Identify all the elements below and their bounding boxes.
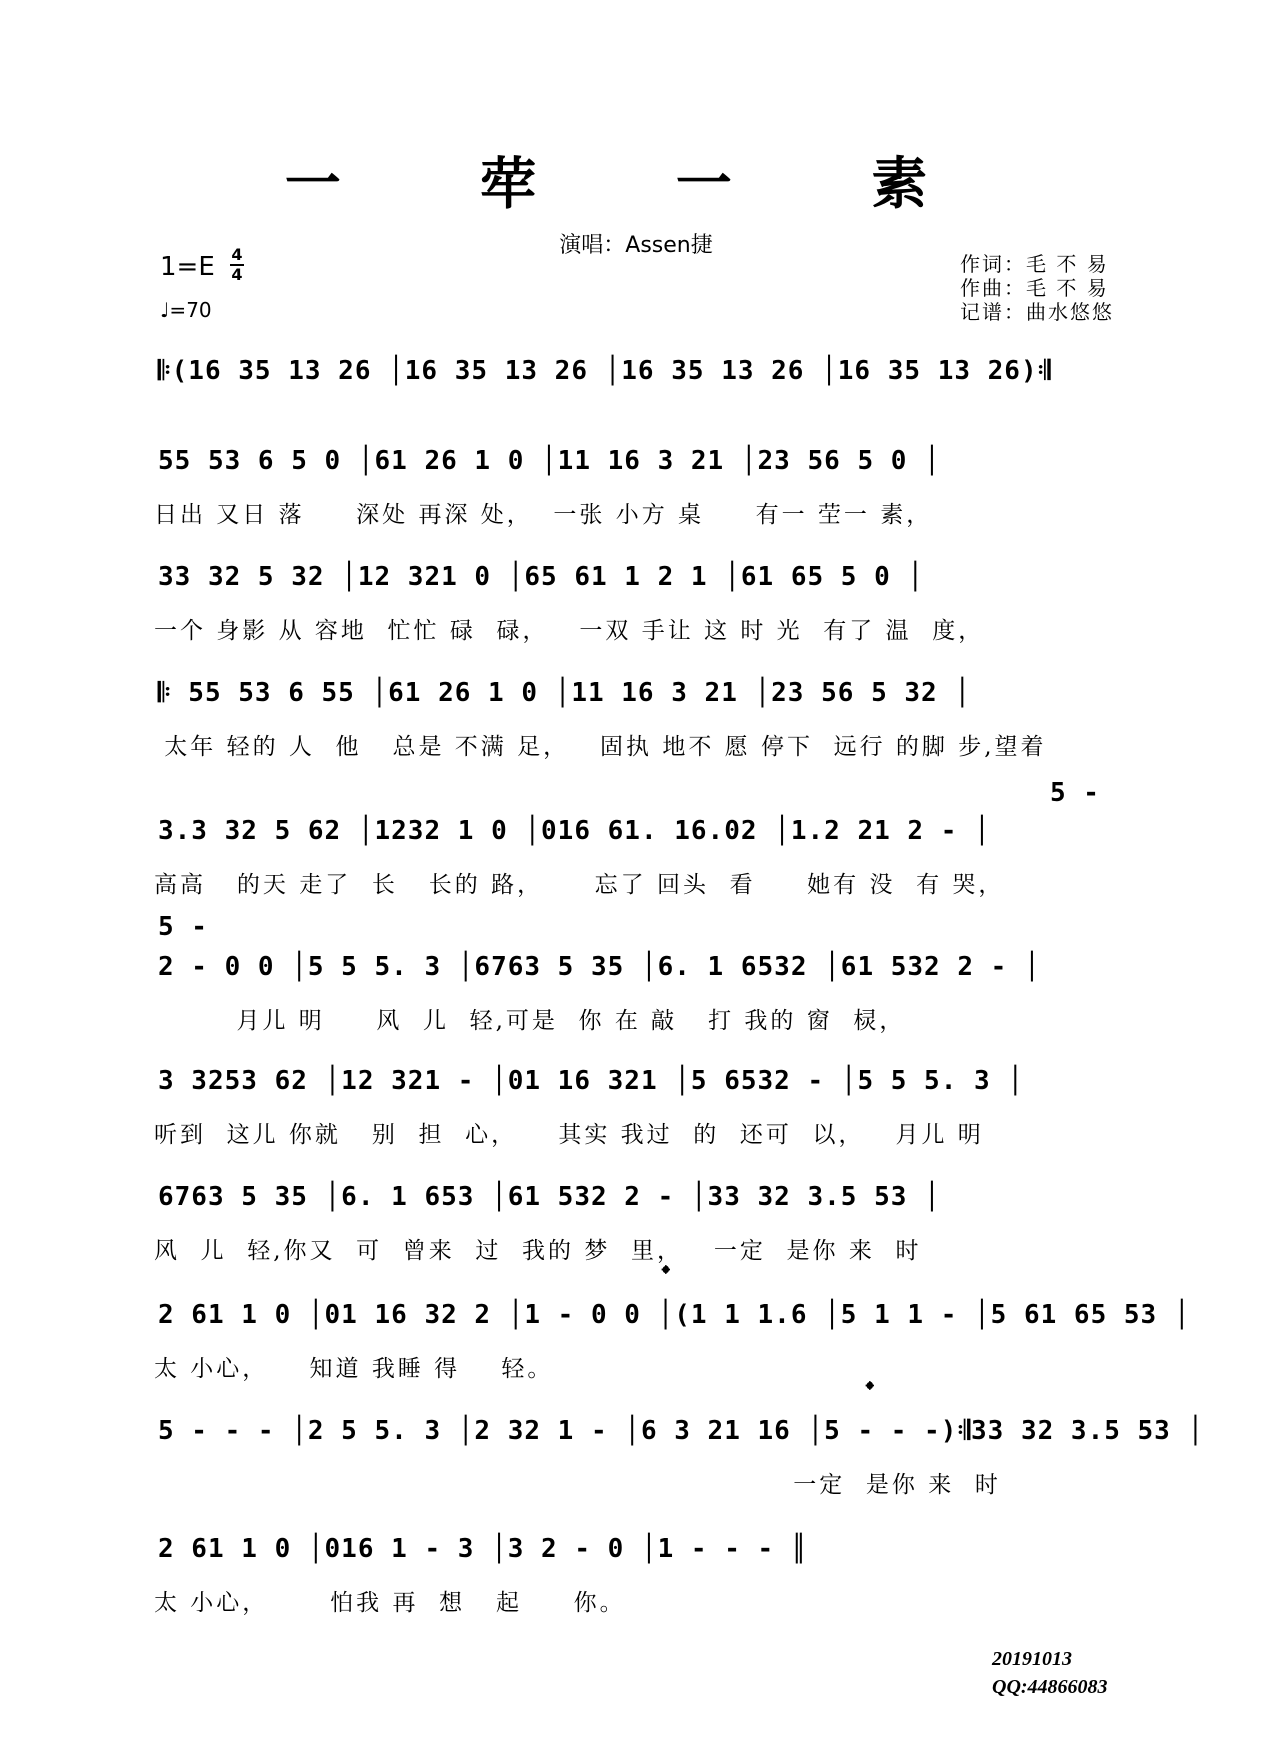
score-line-4-lyrics: 太年 轻的 人 他 总是 不满 足， 固执 地不 愿 停下 远行 的脚 步,望着 [154, 734, 1047, 760]
coda-sign-icon-2: 𝄌 [866, 1378, 875, 1403]
song-title: 一 荦 一 素 [284, 151, 988, 217]
score-line-5-notes: 3.3 32 5 62 │1232 1 0 │016 61. 16.02 │1.2 21 2 - │ [158, 816, 991, 846]
score-line-11-notes: 2 61 1 0 │016 1 - 3 │3 2 - 0 │1 - - - ║ [158, 1534, 808, 1564]
transcription-date: 20191013 [992, 1648, 1072, 1670]
score-line-10-notes: 5 - - - │2 5 5. 3 │2 32 1 - │6 3 21 16 │5 - - -)𝄇33 32 3.5 53 │ [158, 1416, 1205, 1446]
score-line-9-notes: 2 61 1 0 │01 16 32 2 │1 - 0 0 │(1 1 1.6 │5 1 1 - │5 61 65 53 │ [158, 1300, 1191, 1330]
score-line-7-notes: 3 3253 62 │12 321 - │01 16 321 │5 6532 - │5 5 5. 3 │ [158, 1066, 1024, 1096]
score-line-3-lyrics: 一个 身影 从 容地 忙忙 碌 碌， 一双 手让 这 时 光 有了 温 度， [154, 618, 985, 644]
singer-credit: 演唱：Assen捷 [559, 233, 713, 258]
transcriber-credit: 记谱：曲水悠悠 [960, 300, 1114, 324]
score-line-5-lyrics: 高高 的天 走了 长 长的 路， 忘了 回头 看 她有 没 有 哭， [154, 872, 1005, 898]
score-line-6-lyrics: 月儿 明 风 儿 轻,可是 你 在 敲 打 我的 窗 棂， [154, 1008, 906, 1034]
transcriber-qq: QQ:44866083 [992, 1676, 1108, 1698]
time-signature [230, 246, 244, 284]
time-signature-bottom: 4 [231, 265, 243, 284]
score-line-11-lyrics: 太 小心， 怕我 再 想 起 你。 [154, 1590, 626, 1616]
volta-ending-2: 5 - [158, 912, 208, 942]
lyricist-credit: 作词：毛 不 易 [960, 252, 1109, 276]
composer-credit: 作曲：毛 不 易 [960, 276, 1109, 300]
score-line-8-notes: 6763 5 35 │6. 1 653 │61 532 2 - │33 32 3.5 53 │ [158, 1182, 941, 1212]
score-line-4-notes: 𝄆 55 53 6 55 │61 26 1 0 │11 16 3 21 │23 56 5 32 │ [158, 678, 971, 708]
volta-ending-1: 5 - [1050, 778, 1100, 808]
tempo-marking: ♩=70 [160, 298, 212, 322]
score-line-1-notes: 𝄆(16 35 13 26 │16 35 13 26 │16 35 13 26 │16 35 13 26)𝄇 [158, 356, 1052, 386]
time-signature-top: 4 [231, 245, 243, 264]
score-line-6-notes: 2 - 0 0 │5 5 5. 3 │6763 5 35 │6. 1 6532 │61 532 2 - │ [158, 952, 1041, 982]
key-signature: 1=E [160, 252, 215, 282]
score-line-8-lyrics: 风 儿 轻,你又 可 曾来 过 我的 梦 里， 一定 是你 来 时 [154, 1238, 922, 1264]
coda-sign-icon: 𝄌 [662, 1262, 671, 1287]
score-line-7-lyrics: 听到 这儿 你就 别 担 心， 其实 我过 的 还可 以， 月儿 明 [154, 1122, 984, 1148]
score-line-10-lyrics: 一定 是你 来 时 [154, 1472, 1001, 1498]
score-line-9-lyrics: 太 小心， 知道 我睡 得 轻。 [154, 1356, 554, 1382]
score-line-2-lyrics: 日出 又日 落 深处 再深 处， 一张 小方 桌 有一 茔一 素， [154, 502, 933, 528]
score-line-2-notes: 55 53 6 5 0 │61 26 1 0 │11 16 3 21 │23 56 5 0 │ [158, 446, 941, 476]
score-line-3-notes: 33 32 5 32 │12 321 0 │65 61 1 2 1 │61 65 5 0 │ [158, 562, 925, 592]
